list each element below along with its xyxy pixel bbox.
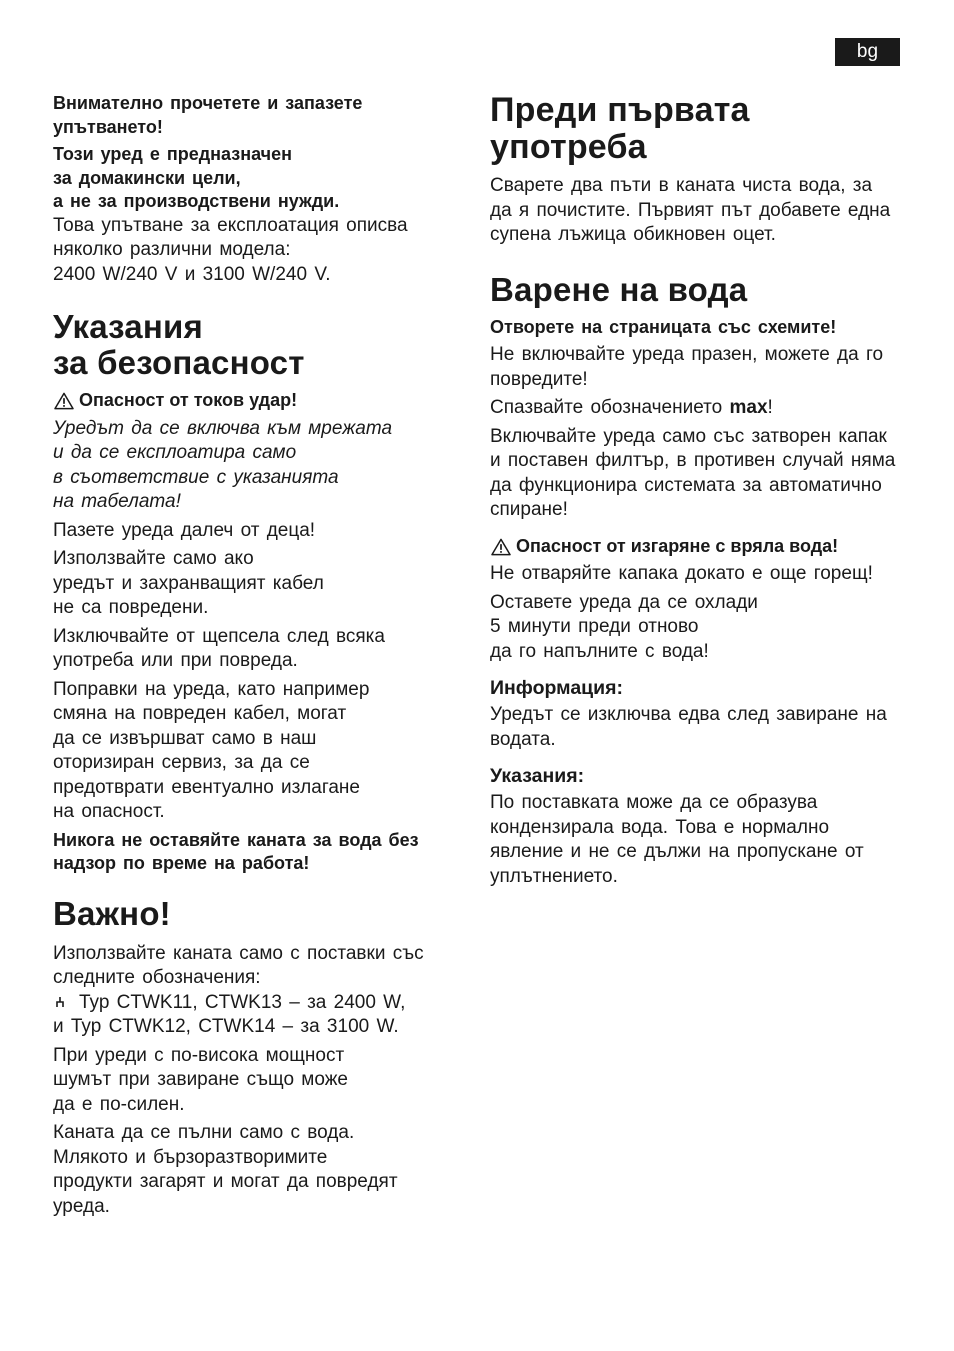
safety-unplug: Изключвайте от щепсела след всяка употреба или при повреда. xyxy=(53,625,385,671)
safety-use-line-1: Използвайте само ако xyxy=(53,548,254,569)
intro-section xyxy=(53,92,463,287)
base-symbol-icon xyxy=(53,991,79,1016)
left-column xyxy=(53,92,463,1223)
boiling-max-note: Спазвайте обозначението max! xyxy=(490,397,773,418)
important-water-line-1: Каната да се пълни само с вода. xyxy=(53,1122,355,1143)
max-mark: max xyxy=(729,397,768,418)
intro-purpose-line-3: а не за производствени нужди. xyxy=(53,191,340,211)
safety-repair-line-5: предотврати евентуално излагане xyxy=(53,776,360,798)
important-water-line-2: Млякото и бързоразтворимите xyxy=(53,1146,328,1168)
info-text: Уредът се изключва едва след завиране на водата. xyxy=(490,704,887,750)
important-section xyxy=(53,896,463,1220)
safety-italic-line-2: и да се експлоатира само xyxy=(53,442,297,463)
boiling-cool-line-3: да го напълните с вода! xyxy=(490,640,709,662)
notes-section xyxy=(490,764,900,889)
notes-text: По поставката може да се образува кондензирала вода. Това е нормално явление и не се дължи на пропускане от уплътнението. xyxy=(490,792,864,887)
first-use-title-line-1: Преди първата xyxy=(490,91,750,129)
intro-purpose-line-1: Този уред е предназначен xyxy=(53,144,292,164)
important-type-line-2: и Тур CTWK12, CTWK14 – за 3100 W. xyxy=(53,1016,399,1037)
first-use-section xyxy=(490,92,900,248)
warning-triangle-icon xyxy=(53,392,75,410)
burn-warning-text: Опасност от изгаряне с вряла вода! xyxy=(516,535,839,556)
safety-italic-line-1: Уредът да се включва към мрежата xyxy=(53,417,393,439)
notes-title: Указания: xyxy=(490,765,585,787)
intro-read-notice: Внимателно прочетете и запазете упътването! xyxy=(53,93,363,137)
boiling-not-empty: Не включвайте уреда празен, можете да го повредите! xyxy=(490,344,884,390)
shock-warning-text: Опасност от токов удар! xyxy=(79,390,298,410)
boiling-cool-line-2: 5 минути преди отново xyxy=(490,616,699,637)
important-noise-line-1: При уреди с по-висока мощност xyxy=(53,1044,345,1066)
important-noise-line-3: да е по-силен. xyxy=(53,1093,185,1115)
safety-section xyxy=(53,309,463,876)
boiling-lid-filter: Включвайте уреда само със затворен капак и поставен филтър, в противен случай няма да функционира системата за автоматично спиране! xyxy=(490,425,896,520)
important-noise-line-2: шумът при завиране също може xyxy=(53,1069,348,1090)
burn-warning xyxy=(490,535,900,559)
boiling-hot-lid: Не отваряйте капака докато е още горещ! xyxy=(490,563,873,584)
warning-triangle-icon xyxy=(490,538,512,556)
safety-italic-line-3: в съответствие с указанията xyxy=(53,466,339,488)
boiling-section xyxy=(490,272,900,665)
boiling-see-diagrams: Отворете на страницата със схемите! xyxy=(490,316,837,337)
intro-models-values: 2400 W/240 V и 3100 W/240 V. xyxy=(53,263,331,285)
safety-use-line-3: не са повредени. xyxy=(53,597,209,618)
right-column xyxy=(490,92,900,893)
safety-children: Пазете уреда далеч от деца! xyxy=(53,519,316,541)
safety-repair-line-3: да се извършват само в наш xyxy=(53,727,317,749)
language-badge: bg xyxy=(835,38,900,66)
important-title: Важно! xyxy=(53,894,171,932)
shock-warning xyxy=(53,389,463,413)
intro-models-text: Това упътване за експлоатация описва няколко различни модела: xyxy=(53,214,408,260)
boiling-cool-line-1: Оставете уреда да се охлади xyxy=(490,591,758,613)
safety-italic-line-4: на табелата! xyxy=(53,491,181,512)
safety-supervision-warning: Никога не оставяйте каната за вода без надзор по време на работа! xyxy=(53,829,419,873)
info-title: Информация: xyxy=(490,677,624,699)
intro-purpose-line-2: за домакински цели, xyxy=(53,167,241,188)
safety-repair-line-4: оторизиран сервиз, за да се xyxy=(53,752,310,773)
boiling-title: Варене на вода xyxy=(490,270,748,308)
first-use-text: Сварете два пъти в каната чиста вода, за да я почистите. Първият път добавете една супена лъжица обикновен оцет. xyxy=(490,175,891,245)
info-section xyxy=(490,676,900,752)
safety-title-line-1: Указания xyxy=(53,308,203,345)
safety-repair-line-6: на опасност. xyxy=(53,801,165,822)
important-bases-text: Използвайте каната само с поставки със следните обозначения: xyxy=(53,942,424,988)
safety-repair-line-1: Поправки на уреда, като например xyxy=(53,678,370,700)
important-type-line-1: Тур CTWK11, CTWK13 – за 2400 W, xyxy=(53,991,463,1016)
safety-use-line-2: уредът и захранващият кабел xyxy=(53,572,324,594)
safety-title-line-2: за безопасност xyxy=(53,344,305,381)
first-use-title-line-2: употреба xyxy=(490,128,647,166)
important-water-line-4: уреда. xyxy=(53,1195,110,1217)
safety-repair-line-2: смяна на повреден кабел, могат xyxy=(53,703,347,724)
important-water-line-3: продукти загарят и могат да повредят xyxy=(53,1171,398,1192)
